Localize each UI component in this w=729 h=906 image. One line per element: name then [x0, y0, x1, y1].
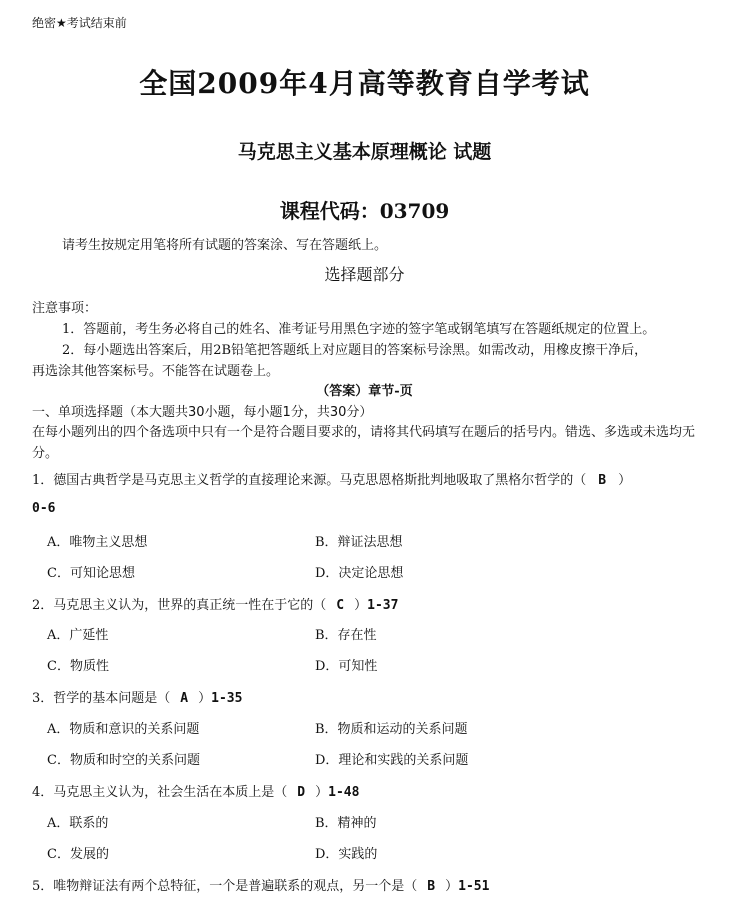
question-1 — [32, 469, 631, 488]
option-a: A．联系的 — [47, 816, 109, 831]
option-d: D．理论和实践的关系问题 — [315, 753, 469, 768]
option-b: B．辩证法思想 — [315, 535, 403, 550]
option-c: C．物质和时空的关系问题 — [47, 753, 200, 768]
question-stem: 5．唯物辩证法有两个总特征，一个是普遍联系的观点，另一个是（ — [32, 879, 418, 894]
question-close: ） — [315, 785, 329, 800]
question-stem: 3．哲学的基本问题是（ — [32, 691, 171, 706]
question-ref: 0-6 — [32, 501, 56, 516]
question-close: ） — [198, 691, 212, 706]
question-close: ） — [618, 473, 632, 488]
question-ref: 1-37 — [367, 598, 399, 613]
course-code: 课程代码：03709 — [279, 199, 450, 223]
option-a: A．广延性 — [47, 628, 109, 643]
note-item-1: 1．答题前，考生务必将自己的姓名、准考证号用黑色字迹的签字笔或钢笔填写在答题纸规定的位置上。 — [62, 322, 656, 337]
confidential-label: 绝密★考试结束前 — [32, 16, 127, 30]
exam-title: 全国2009年4月高等教育自学考试 — [139, 67, 590, 100]
option-c: C．物质性 — [47, 659, 109, 674]
answer-letter: D — [297, 785, 306, 800]
question-ref: 1-51 — [458, 879, 490, 894]
answer-letter: B — [427, 879, 436, 894]
answer-letter: C — [336, 598, 345, 613]
question-2 — [32, 594, 398, 613]
option-d: D．可知性 — [315, 659, 378, 674]
question-5 — [32, 875, 489, 894]
option-b: B．存在性 — [315, 628, 377, 643]
question-close: ） — [445, 879, 459, 894]
answer-header: （答案）章节-页 — [316, 384, 413, 399]
option-a: A．物质和意识的关系问题 — [47, 722, 200, 737]
question-ref: 1-48 — [328, 785, 360, 800]
section-title: 选择题部分 — [324, 265, 405, 284]
option-b: B．精神的 — [315, 816, 377, 831]
question-4 — [32, 781, 359, 800]
question-stem: 2．马克思主义认为，世界的真正统一性在于它的（ — [32, 598, 327, 613]
option-d: D．实践的 — [315, 847, 378, 862]
question-3 — [32, 687, 242, 706]
answer-letter: A — [180, 691, 189, 706]
option-c: C．可知论思想 — [47, 566, 135, 581]
part-title: 一、单项选择题（本大题共30小题，每小题1分，共30分） — [32, 405, 373, 420]
question-ref: 1-35 — [211, 691, 243, 706]
option-d: D．决定论思想 — [315, 566, 404, 581]
exam-subtitle: 马克思主义基本原理概论 试题 — [237, 141, 492, 163]
note-item-2-line-2: 再选涂其他答案标号。不能答在试题卷上。 — [32, 364, 280, 379]
option-a: A．唯物主义思想 — [47, 535, 148, 550]
exam-instruction: 请考生按规定用笔将所有试题的答案涂、写在答题纸上。 — [62, 238, 388, 253]
part-description: 在每小题列出的四个备选项中只有一个是符合题目要求的，请将其代码填写在题后的括号内。错选、多选或未选均无分。 — [32, 425, 696, 461]
note-item-2-line-1: 2．每小题选出答案后，用2B铅笔把答题纸上对应题目的答案标号涂黑。如需改动，用橡皮擦干净后， — [62, 343, 648, 358]
question-stem: 4．马克思主义认为，社会生活在本质上是（ — [32, 785, 288, 800]
notes-title: 注意事项： — [32, 301, 98, 316]
option-c: C．发展的 — [47, 847, 109, 862]
question-close: ） — [354, 598, 368, 613]
option-b: B．物质和运动的关系问题 — [315, 722, 468, 737]
question-stem: 1．德国古典哲学是马克思主义哲学的直接理论来源。马克思恩格斯批判地吸取了黑格尔哲学的（ — [32, 473, 587, 488]
answer-letter: B — [598, 473, 607, 488]
